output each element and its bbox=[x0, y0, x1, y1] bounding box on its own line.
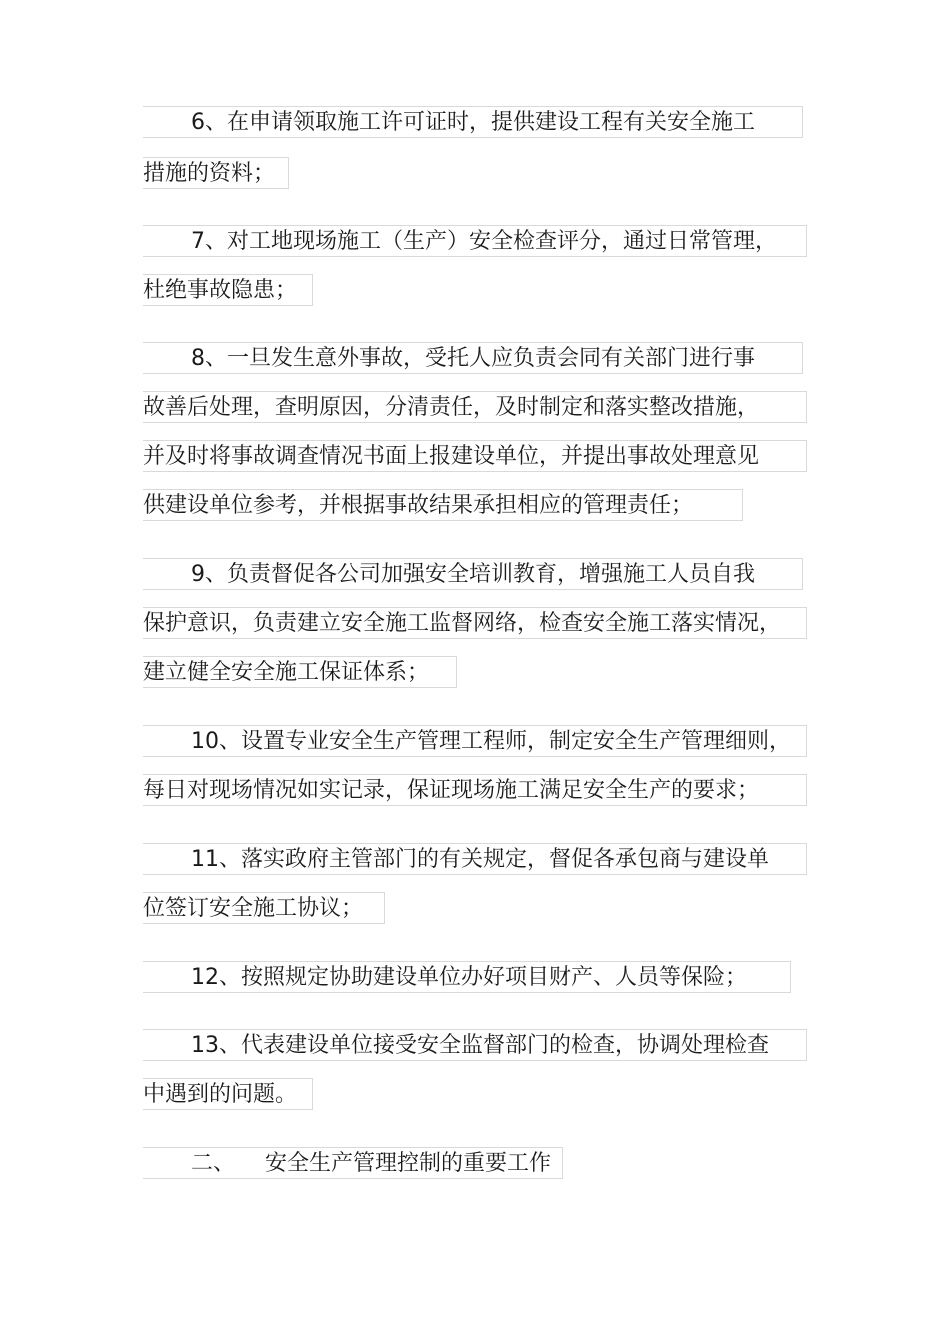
paragraph-line bbox=[143, 656, 457, 688]
line-text: 建立健全安全施工保证体系； bbox=[143, 660, 430, 685]
paragraph-line bbox=[143, 607, 807, 639]
paragraph-line bbox=[143, 774, 807, 806]
line-text: 杜绝事故隐患； bbox=[143, 278, 298, 303]
paragraph-line bbox=[143, 843, 807, 875]
line-text: 故善后处理，查明原因，分清责任，及时制定和落实整改措施， bbox=[143, 395, 760, 420]
line-text: 12、按照规定协助建设单位办好项目财产、人员等保险； bbox=[191, 965, 747, 990]
paragraph-line bbox=[143, 440, 807, 472]
line-text: 6、在申请领取施工许可证时，提供建设工程有关安全施工 bbox=[191, 110, 755, 135]
paragraph-line bbox=[143, 1078, 313, 1110]
paragraph-line bbox=[143, 1029, 807, 1061]
section-heading bbox=[143, 1147, 563, 1179]
line-text: 11、落实政府主管部门的有关规定，督促各承包商与建设单 bbox=[191, 847, 769, 872]
paragraph-line bbox=[143, 892, 385, 924]
section-title: 安全生产管理控制的重要工作 bbox=[265, 1151, 552, 1176]
line-text: 并及时将事故调查情况书面上报建设单位，并提出事故处理意见 bbox=[143, 444, 760, 469]
line-text: 位签订安全施工协议； bbox=[143, 896, 364, 921]
paragraph-line bbox=[143, 225, 807, 257]
paragraph-line bbox=[143, 342, 803, 374]
paragraph-line bbox=[143, 961, 791, 993]
paragraph-line bbox=[143, 391, 807, 423]
line-text: 供建设单位参考，并根据事故结果承担相应的管理责任； bbox=[143, 493, 694, 518]
paragraph-line bbox=[143, 106, 803, 138]
line-text: 每日对现场情况如实记录，保证现场施工满足安全生产的要求； bbox=[143, 778, 760, 803]
line-text: 7、对工地现场施工（生产）安全检查评分，通过日常管理， bbox=[191, 229, 777, 254]
paragraph-line bbox=[143, 558, 803, 590]
paragraph-line bbox=[143, 274, 313, 306]
line-text: 措施的资料； bbox=[143, 161, 276, 186]
line-text: 中遇到的问题。 bbox=[143, 1082, 298, 1107]
line-text: 10、设置专业安全生产管理工程师，制定安全生产管理细则， bbox=[191, 729, 791, 754]
line-text: 13、代表建设单位接受安全监督部门的检查，协调处理检查 bbox=[191, 1033, 769, 1058]
section-number: 二、 bbox=[191, 1151, 236, 1176]
line-text: 9、负责督促各公司加强安全培训教育，增强施工人员自我 bbox=[191, 562, 755, 587]
paragraph-line bbox=[143, 725, 807, 757]
line-text: 保护意识，负责建立安全施工监督网络，检查安全施工落实情况， bbox=[143, 611, 782, 636]
paragraph-line bbox=[143, 157, 289, 189]
line-text: 8、一旦发生意外事故，受托人应负责会同有关部门进行事 bbox=[191, 346, 755, 371]
paragraph-line bbox=[143, 489, 743, 521]
